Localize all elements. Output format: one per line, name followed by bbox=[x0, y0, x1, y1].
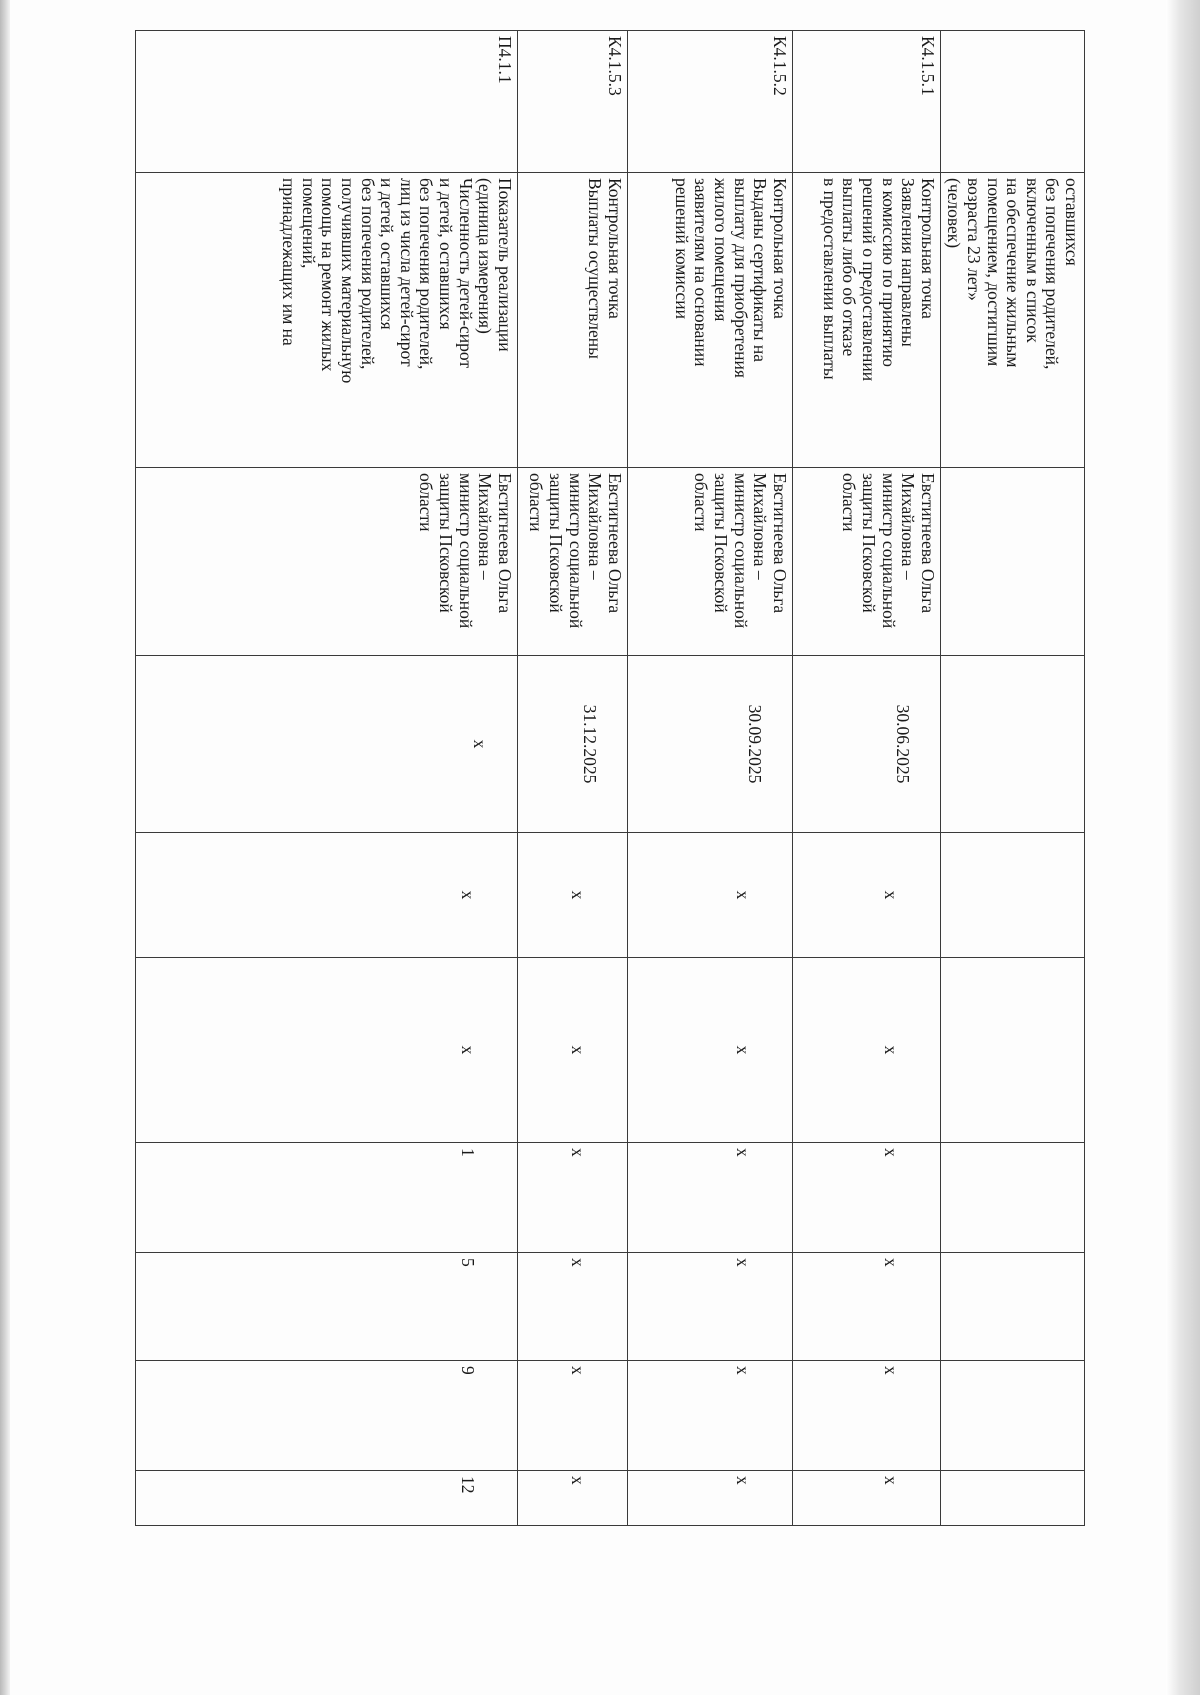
plan-table bbox=[135, 30, 1085, 1526]
table-row bbox=[627, 31, 792, 1526]
table-row bbox=[792, 31, 940, 1526]
scan-left-edge bbox=[0, 0, 10, 1695]
row-col5 bbox=[940, 833, 1084, 958]
row-col7: x bbox=[792, 1143, 940, 1253]
row-code: К4.1.5.2 bbox=[627, 31, 792, 173]
row-col10: 12 bbox=[135, 1471, 517, 1526]
row-responsible: Евстигнеева Ольга Михайловна – министр социальной защиты Псковской области bbox=[517, 468, 627, 656]
table-row bbox=[940, 31, 1084, 1526]
row-code: К4.1.5.1 bbox=[792, 31, 940, 173]
row-col6: x bbox=[627, 958, 792, 1143]
scan-right-edge bbox=[1166, 0, 1200, 1695]
row-responsible: Евстигнеева Ольга Михайловна – министр социальной защиты Псковской области bbox=[792, 468, 940, 656]
row-col10: x bbox=[792, 1471, 940, 1526]
row-date: x bbox=[135, 656, 517, 833]
table-row bbox=[517, 31, 627, 1526]
row-col10 bbox=[940, 1471, 1084, 1526]
table-row bbox=[135, 31, 517, 1526]
row-col10: x bbox=[517, 1471, 627, 1526]
row-col5: x bbox=[517, 833, 627, 958]
row-col8: 5 bbox=[135, 1253, 517, 1361]
row-col5: x bbox=[135, 833, 517, 958]
row-col7 bbox=[940, 1143, 1084, 1253]
row-col5: x bbox=[627, 833, 792, 958]
row-col9: x bbox=[627, 1361, 792, 1471]
row-date: 30.09.2025 bbox=[627, 656, 792, 833]
row-col6: x bbox=[517, 958, 627, 1143]
row-name: Контрольная точка Выданы сертификаты на выплату для приобретения жилого помещения заявителям на основании решений комиссии bbox=[627, 173, 792, 468]
row-code: К4.1.5.3 bbox=[517, 31, 627, 173]
row-col7: x bbox=[627, 1143, 792, 1253]
row-responsible: Евстигнеева Ольга Михайловна – министр социальной защиты Псковской области bbox=[627, 468, 792, 656]
row-name: Контрольная точка Выплаты осуществлены bbox=[517, 173, 627, 468]
row-code bbox=[940, 31, 1084, 173]
row-col9: 9 bbox=[135, 1361, 517, 1471]
row-code: П4.1.1 bbox=[135, 31, 517, 173]
row-col6 bbox=[940, 958, 1084, 1143]
row-col6: x bbox=[135, 958, 517, 1143]
row-name: Контрольная точка Заявления направлены в комиссию по принятию решений о предоставлении выплаты либо об отказе в предоставлении выплаты bbox=[792, 173, 940, 468]
row-col8: x bbox=[517, 1253, 627, 1361]
row-name: Показатель реализации (единица измерения) Численность детей-сирот и детей, оставшихся без попечения родителей, лиц из числа детей-сирот и детей, оставшихся без попечения родителей, получивших материальную помощь на ремонт жилых помещений, принадлежащих им на bbox=[135, 173, 517, 468]
row-col6: x bbox=[792, 958, 940, 1143]
row-col7: x bbox=[517, 1143, 627, 1253]
row-responsible: Евстигнеева Ольга Михайловна – министр социальной защиты Псковской области bbox=[135, 468, 517, 656]
row-responsible bbox=[940, 468, 1084, 656]
row-date: 30.06.2025 bbox=[792, 656, 940, 833]
row-col8: x bbox=[792, 1253, 940, 1361]
row-col8: x bbox=[627, 1253, 792, 1361]
row-col5: x bbox=[792, 833, 940, 958]
row-col9: x bbox=[792, 1361, 940, 1471]
row-date bbox=[940, 656, 1084, 833]
rotated-page bbox=[165, 30, 1085, 1525]
row-date: 31.12.2025 bbox=[517, 656, 627, 833]
row-col10: x bbox=[627, 1471, 792, 1526]
row-name: оставшихся без попечения родителей, включенным в список на обеспечение жильным помещением, достигшим возраста 23 лет» (человек) bbox=[940, 173, 1084, 468]
row-col9 bbox=[940, 1361, 1084, 1471]
row-col8 bbox=[940, 1253, 1084, 1361]
row-col9: x bbox=[517, 1361, 627, 1471]
row-col7: 1 bbox=[135, 1143, 517, 1253]
